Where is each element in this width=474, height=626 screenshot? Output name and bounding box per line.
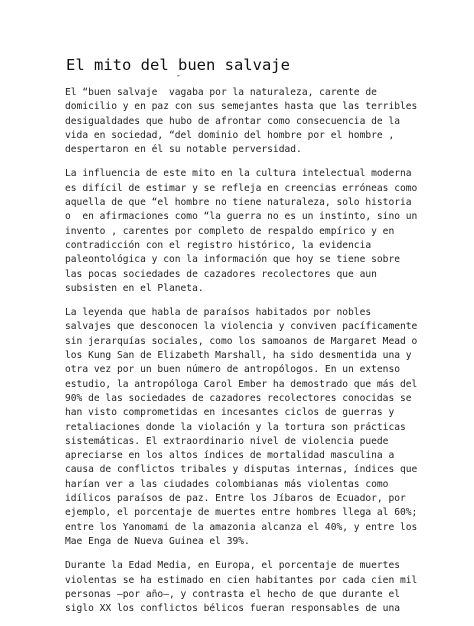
- text-line: desigualdades que hubo de afrontar como consecuencia de la: [65, 115, 401, 127]
- text-line: siglo XX los conflictos bélicos fueran responsables de una: [65, 603, 401, 615]
- text-line: idílicos paraísos de paz. Entre los Jíbaros de Ecuador, por: [65, 493, 406, 505]
- paragraph: [65, 306, 418, 549]
- paragraph: [65, 86, 418, 157]
- text-line: invento , carentes por completo de respaldo empírico y en: [65, 225, 395, 237]
- text-line: causa de conflictos tribales y disputas internas, índices que: [65, 464, 418, 476]
- text-line: o en afirmaciones como “la guerra no es un instinto, sino un: [65, 211, 418, 223]
- text-line: estudio, la antropóloga Carol Ember ha demostrado que más del: [65, 378, 418, 390]
- text-line: salvajes que desconocen la violencia y conviven pacíficamente: [65, 321, 418, 333]
- text-line: subsisten en el Planeta.: [65, 282, 204, 294]
- text-line: ejemplo, el porcentaje de muertes entre hombres llega al 60%;: [65, 507, 418, 519]
- text-line: sin jerarquías sociales, como los samoanos de Margaret Mead o: [65, 335, 418, 347]
- document-title: El mito del buen salvaje: [66, 56, 290, 74]
- text-line: despertaron en él su notable perversidad.: [65, 144, 302, 156]
- text-line: Durante la Edad Media, en Europa, el porcentaje de muertes: [65, 560, 401, 572]
- title-footnote-mark: ″: [176, 74, 181, 83]
- text-line: retaliaciones donde la violación y la tortura son prácticas: [65, 421, 406, 433]
- text-line: entre los Yanomami de la amazonia alcanza el 40%, y entre los: [65, 521, 418, 533]
- text-line: La leyenda que habla de paraísos habitados por nobles: [65, 307, 372, 319]
- text-line: vida en sociedad, “del dominio del hombre por el hombre ,: [65, 129, 395, 141]
- text-line: han visto comprometidas en incesantes ciclos de guerras y: [65, 407, 395, 419]
- text-line: contradicción con el registro histórico, la evidencia: [65, 239, 372, 251]
- text-line: El “buen salvaje vagaba por la naturaleza, carente de: [65, 87, 377, 98]
- paragraph: [65, 167, 418, 296]
- text-line: los Kung San de Elizabeth Marshall, ha sido desmentida una y: [65, 350, 412, 362]
- text-line: apreciarse en los altos índices de mortalidad masculina a: [65, 450, 395, 462]
- text-line: harían ver a las ciudades colombianas más violentas como: [65, 478, 389, 490]
- text-line: La influencia de este mito en la cultura intelectual moderna: [65, 168, 412, 180]
- text-line: aquella de que “el hombre no tiene naturaleza, solo historia: [65, 197, 412, 209]
- text-line: sistemáticas. El extraordinario nivel de violencia puede: [65, 435, 389, 447]
- text-line: personas —por año—, y contrasta el hecho de que durante el: [65, 588, 401, 600]
- text-line: otra vez por un buen número de antropólogos. En un extenso: [65, 364, 401, 376]
- text-line: Mae Enga de Nueva Guinea el 39%.: [65, 535, 250, 547]
- text-line: paleontológica y con la información que hoy se tiene sobre: [65, 254, 401, 266]
- document-body: [65, 86, 418, 626]
- paragraph: [65, 559, 418, 616]
- text-line: las pocas sociedades de cazadores recolectores que aun: [65, 268, 377, 280]
- text-line: es difícil de estimar y se refleja en creencias erróneas como: [65, 182, 418, 194]
- text-line: violentas se ha estimado en cien habitantes por cada cien mil: [65, 574, 418, 586]
- text-line: 90% de las sociedades de cazadores recolectores conocidas se: [65, 392, 412, 404]
- text-line: domicilio y en paz con sus semejantes hasta que las terribles: [65, 101, 418, 113]
